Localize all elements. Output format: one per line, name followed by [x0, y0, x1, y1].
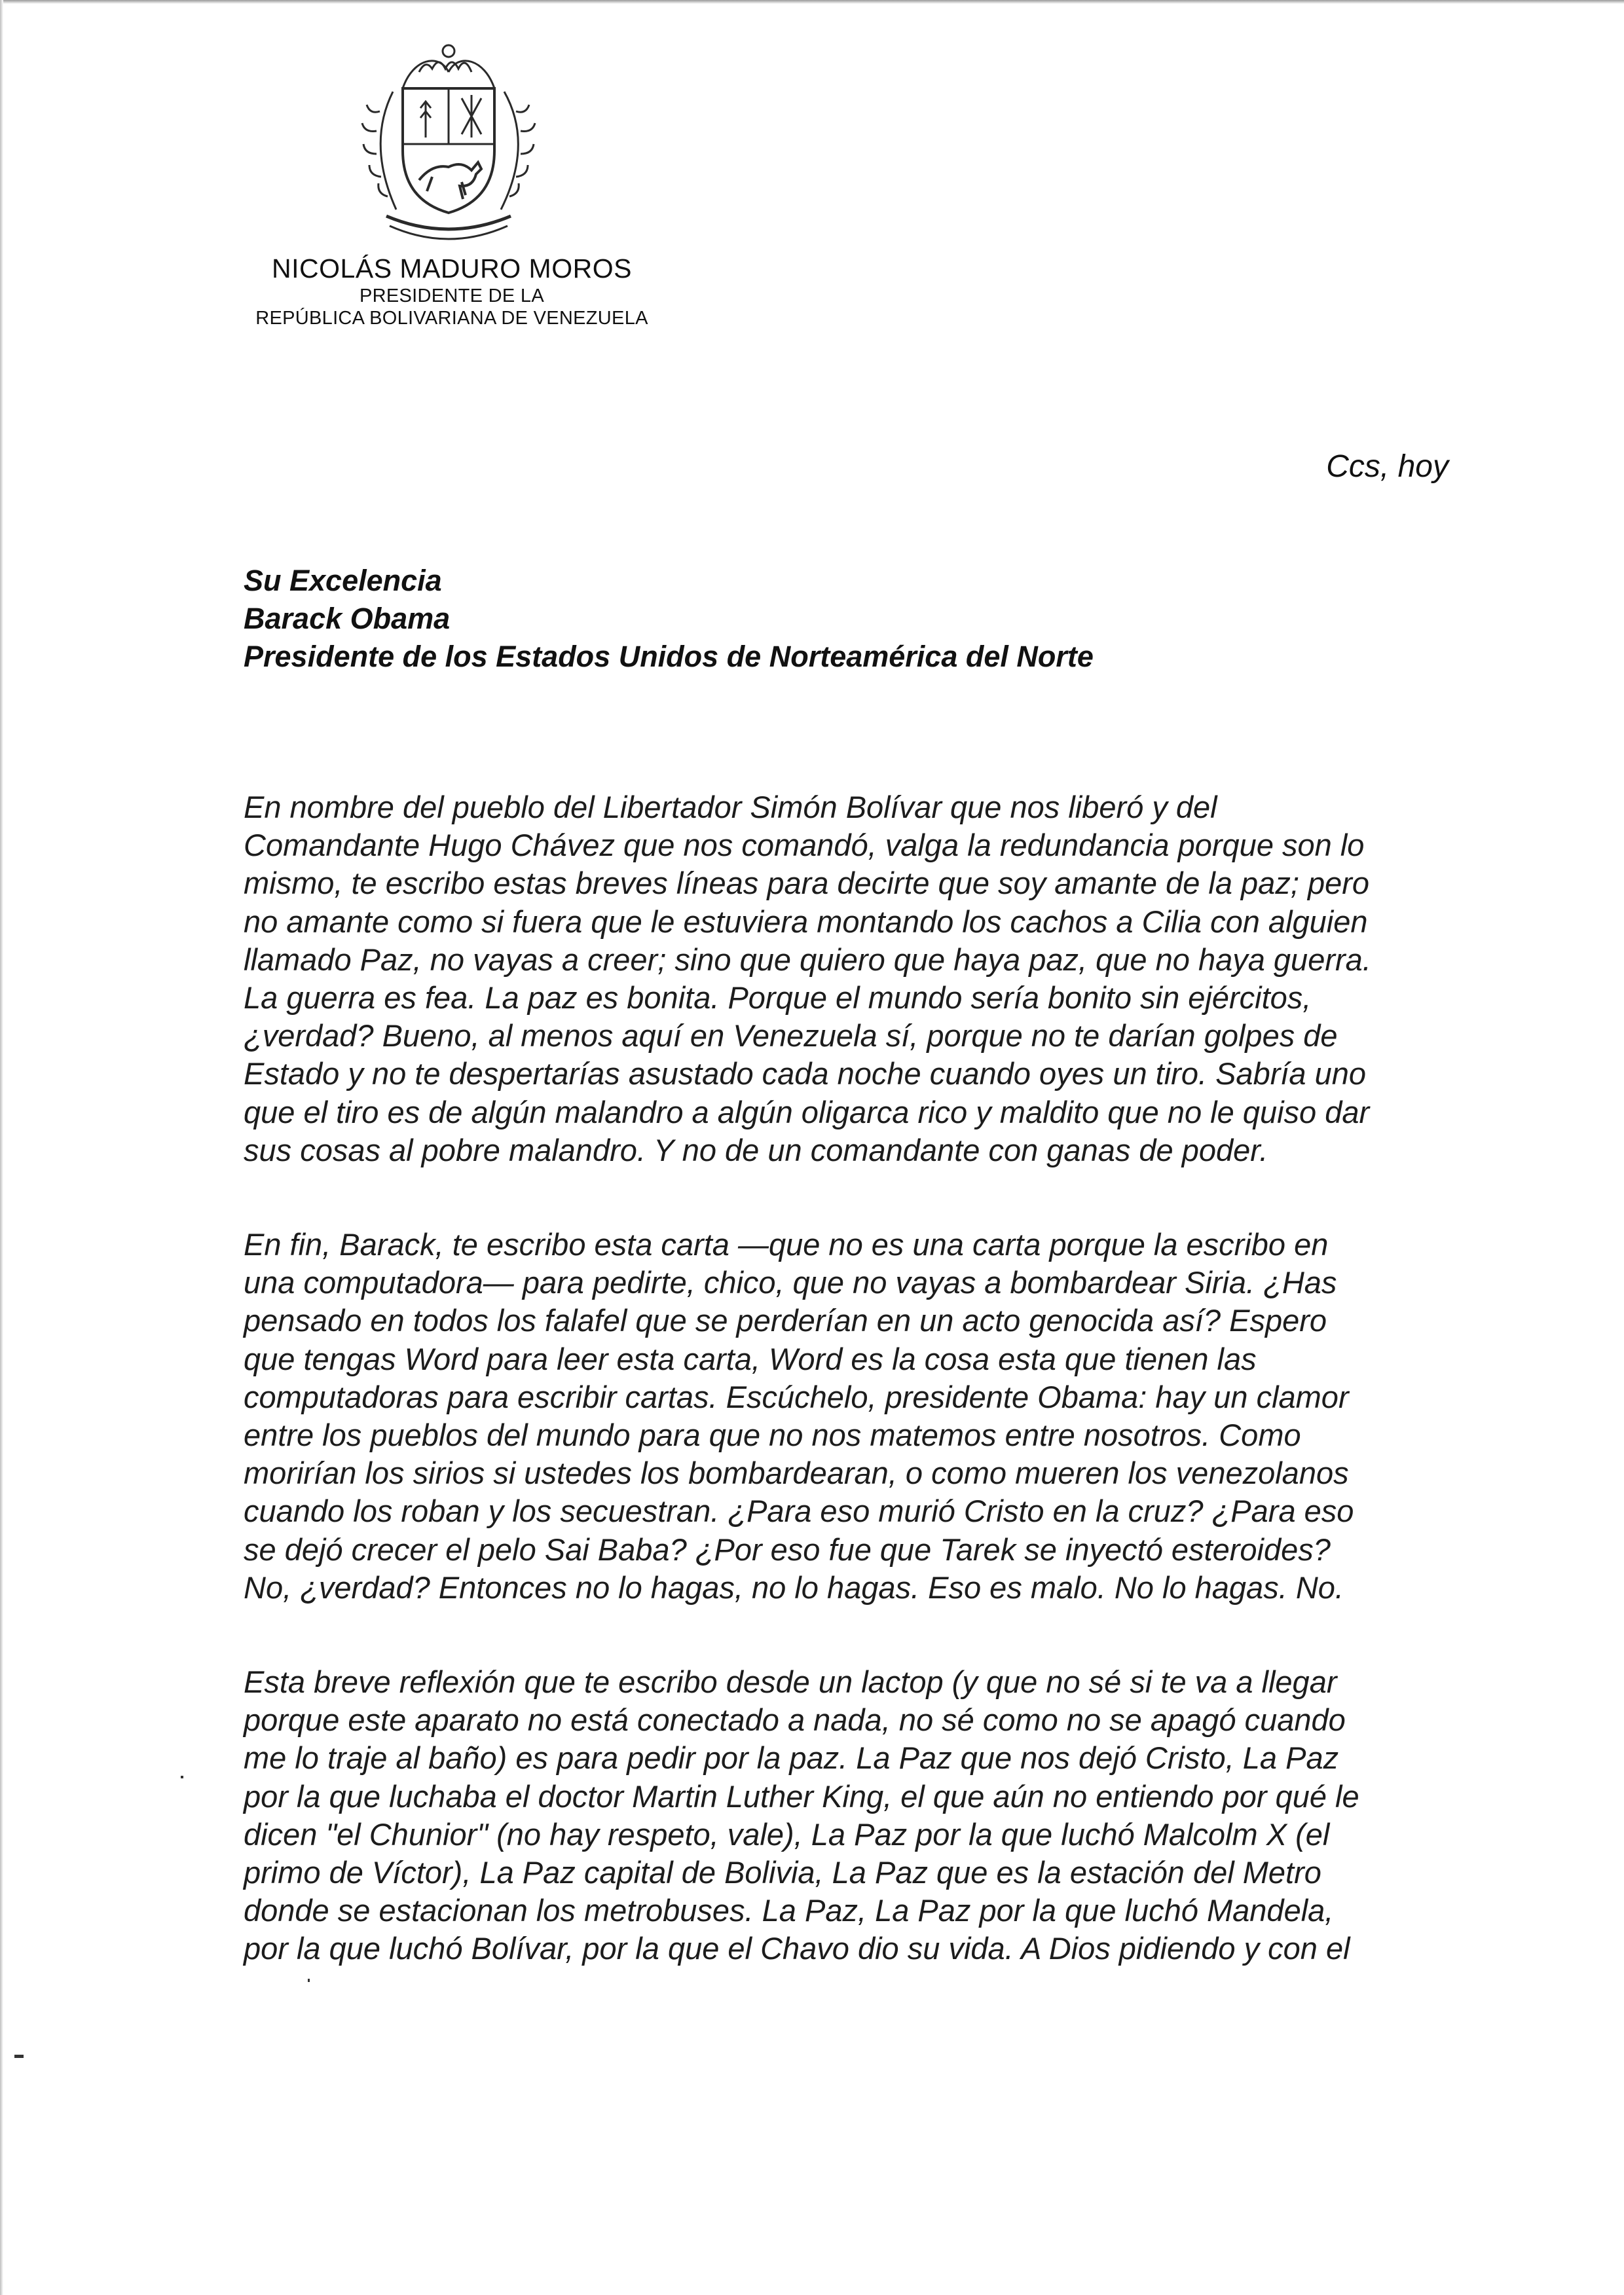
scan-speck: [14, 2055, 24, 2058]
text-line: ¿verdad? Bueno, al menos aquí en Venezuela sí, porque no te darían golpes de: [244, 1018, 1338, 1054]
scan-speck: [181, 1776, 183, 1778]
text-line: no amante como si fuera que le estuviera montando los cachos a Cilia con alguien: [244, 904, 1368, 939]
recipient-salutation: Su Excelencia: [244, 564, 442, 597]
text-line: cuando los roban y los secuestran. ¿Para eso murió Cristo en la cruz? ¿Para eso: [244, 1494, 1354, 1529]
coat-of-arms-emblem: [341, 26, 557, 249]
scan-edge-left: [0, 0, 3, 2295]
text-line: dicen "el Chunior" (no hay respeto, vale), La Paz por la que luchó Malcolm X (el: [244, 1816, 1330, 1852]
text-line: llamado Paz, no vayas a creer; sino que quiero que haya paz, que no haya guerra.: [244, 942, 1371, 977]
text-line: Esta breve reflexión que te escribo desde un lactop (y que no sé si te va a llegar: [244, 1664, 1337, 1700]
text-line: pensado en todos los falafel que se perderían en un acto genocida así? Espero: [244, 1303, 1327, 1338]
text-line: por la que luchaba el doctor Martin Luther King, el que aún no entiendo por qué le: [244, 1778, 1359, 1814]
text-line: Comandante Hugo Chávez que nos comandó, valga la redundancia porque son lo: [244, 828, 1365, 863]
text-line: En fin, Barack, te escribo esta carta —que no es una carta porque la escribo en: [244, 1227, 1329, 1262]
letterhead-country: REPÚBLICA BOLIVARIANA DE VENEZUELA: [255, 308, 648, 329]
letterhead-title: PRESIDENTE DE LA: [360, 285, 544, 306]
text-line: sus cosas al pobre malandro. Y no de un comandante con ganas de poder.: [244, 1132, 1268, 1167]
text-line: Estado y no te despertarías asustado cada noche cuando oyes un tiro. Sabría uno: [244, 1056, 1367, 1092]
text-line: primo de Víctor), La Paz capital de Bolivia, La Paz que es la estación del Metro: [244, 1855, 1321, 1890]
text-line: computadoras para escribir cartas. Escúchelo, presidente Obama: hay un clamor: [244, 1379, 1349, 1414]
letter-body: [244, 788, 1449, 2025]
text-line: que el tiro es de algún malandro a algún oligarca rico y maldito que no le quiso dar: [244, 1094, 1370, 1129]
text-line: porque este aparato no está conectado a nada, no sé como no se apagó cuando: [244, 1702, 1346, 1738]
text-line: una computadora— para pedirte, chico, que no vayas a bombardear Siria. ¿Has: [244, 1265, 1337, 1300]
text-line: No, ¿verdad? Entonces no lo hagas, no lo hagas. Eso es malo. No lo hagas. No.: [244, 1570, 1344, 1605]
scan-edge-top: [0, 0, 1624, 4]
text-line: me lo traje al baño) es para pedir por la paz. La Paz que nos dejó Cristo, La Paz: [244, 1740, 1339, 1776]
letterhead-name: NICOLÁS MADURO MOROS: [272, 253, 632, 284]
recipient-block: [244, 562, 1094, 676]
body-paragraph-1: [244, 788, 1449, 1169]
text-line: que tengas Word para leer esta carta, Word es la cosa esta que tienen las: [244, 1341, 1257, 1376]
body-paragraph-3: [244, 1663, 1449, 1968]
text-line: entre los pueblos del mundo para que no nos matemos entre nosotros. Como: [244, 1418, 1301, 1453]
text-line: se dejó crecer el pelo Sai Baba? ¿Por eso fue que Tarek se inyectó esteroides?: [244, 1532, 1331, 1567]
body-paragraph-2: [244, 1226, 1449, 1607]
text-line: donde se estacionan los metrobuses. La Paz, La Paz por la que luchó Mandela,: [244, 1893, 1334, 1928]
text-line: por la que luchó Bolívar, por la que el Chavo dio su vida. A Dios pidiendo y con el: [244, 1931, 1350, 1966]
letterhead: [216, 252, 688, 329]
text-line: La guerra es fea. La paz es bonita. Porque el mundo sería bonito sin ejércitos,: [244, 980, 1312, 1016]
recipient-title: Presidente de los Estados Unidos de Norteamérica del Norte: [244, 640, 1094, 673]
text-line: mismo, te escribo estas breves líneas para decirte que soy amante de la paz; pero: [244, 866, 1370, 901]
text-line: morirían los sirios si ustedes los bombardearan, o como mueren los venezolanos: [244, 1456, 1349, 1491]
recipient-name: Barack Obama: [244, 602, 451, 635]
letter-date: Ccs, hoy: [1326, 449, 1449, 484]
text-line: En nombre del pueblo del Libertador Simón Bolívar que nos liberó y del: [244, 790, 1217, 824]
